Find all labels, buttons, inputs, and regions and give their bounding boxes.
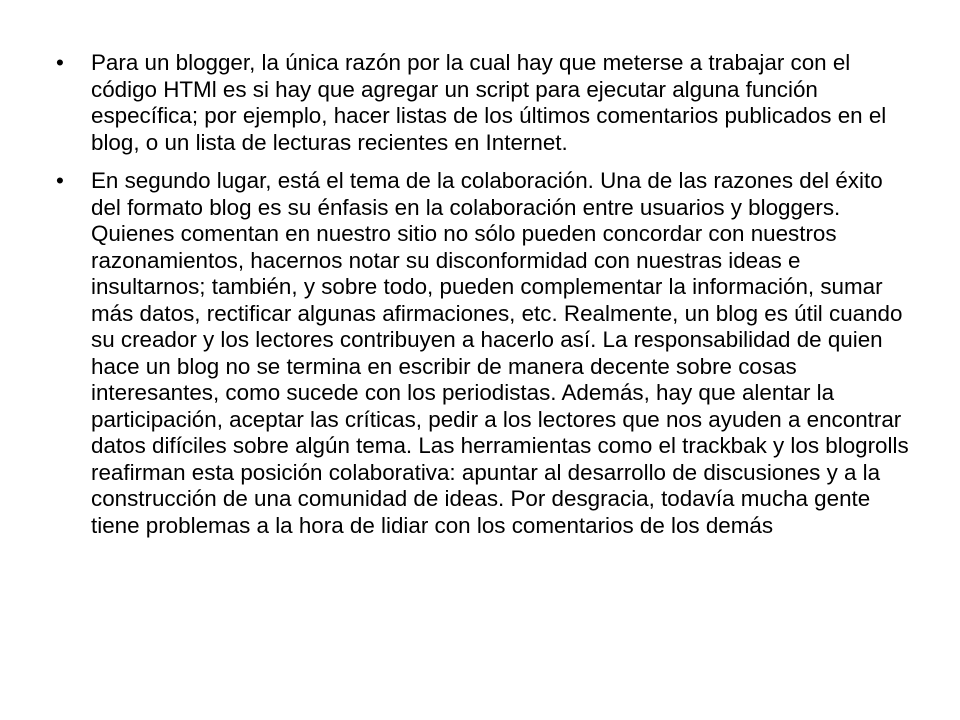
bullet-text: En segundo lugar, está el tema de la colaboración. Una de las razones del éxito del formato blog es su énfasis en la colaboración entre usuarios y bloggers. Quienes comentan en nuestro sitio no sólo pueden concordar con nuestros razonamientos, hacernos notar su disconformidad con nuestras ideas e insultarnos; también, y sobre todo, pueden complementar la información, sumar más datos, rectificar algunas afirmaciones, etc. Realmente, un blog es útil cuando su creador y los lectores contribuyen a hacerlo así. La responsabilidad de quien hace un blog no se termina en escribir de manera decente sobre cosas interesantes, como sucede con los periodistas. Además, hay que alentar la participación, aceptar las críticas, pedir a los lectores que nos ayuden a encontrar datos difíciles sobre algún tema. Las herramientas como el trackbak y los blogrolls reafirman esta posición colaborativa: apuntar al desarrollo de discusiones y a la construcción de una comunidad de ideas. Por desgracia, todavía mucha gente tiene problemas a la hora de lidiar con los comentarios de los demás (91, 168, 909, 538)
bullet-text: Para un blogger, la única razón por la cual hay que meterse a trabajar con el código HTMl es si hay que agregar un script para ejecutar alguna función específica; por ejemplo, hacer listas de los últimos comentarios publicados en el blog, o un lista de lecturas recientes en Internet. (91, 50, 887, 155)
bullet-icon: • (56, 168, 64, 193)
bullet-item-collaboration (56, 168, 916, 539)
bullet-item-blogger-html (56, 50, 916, 156)
bullet-list (56, 50, 916, 551)
bullet-icon: • (56, 50, 64, 75)
